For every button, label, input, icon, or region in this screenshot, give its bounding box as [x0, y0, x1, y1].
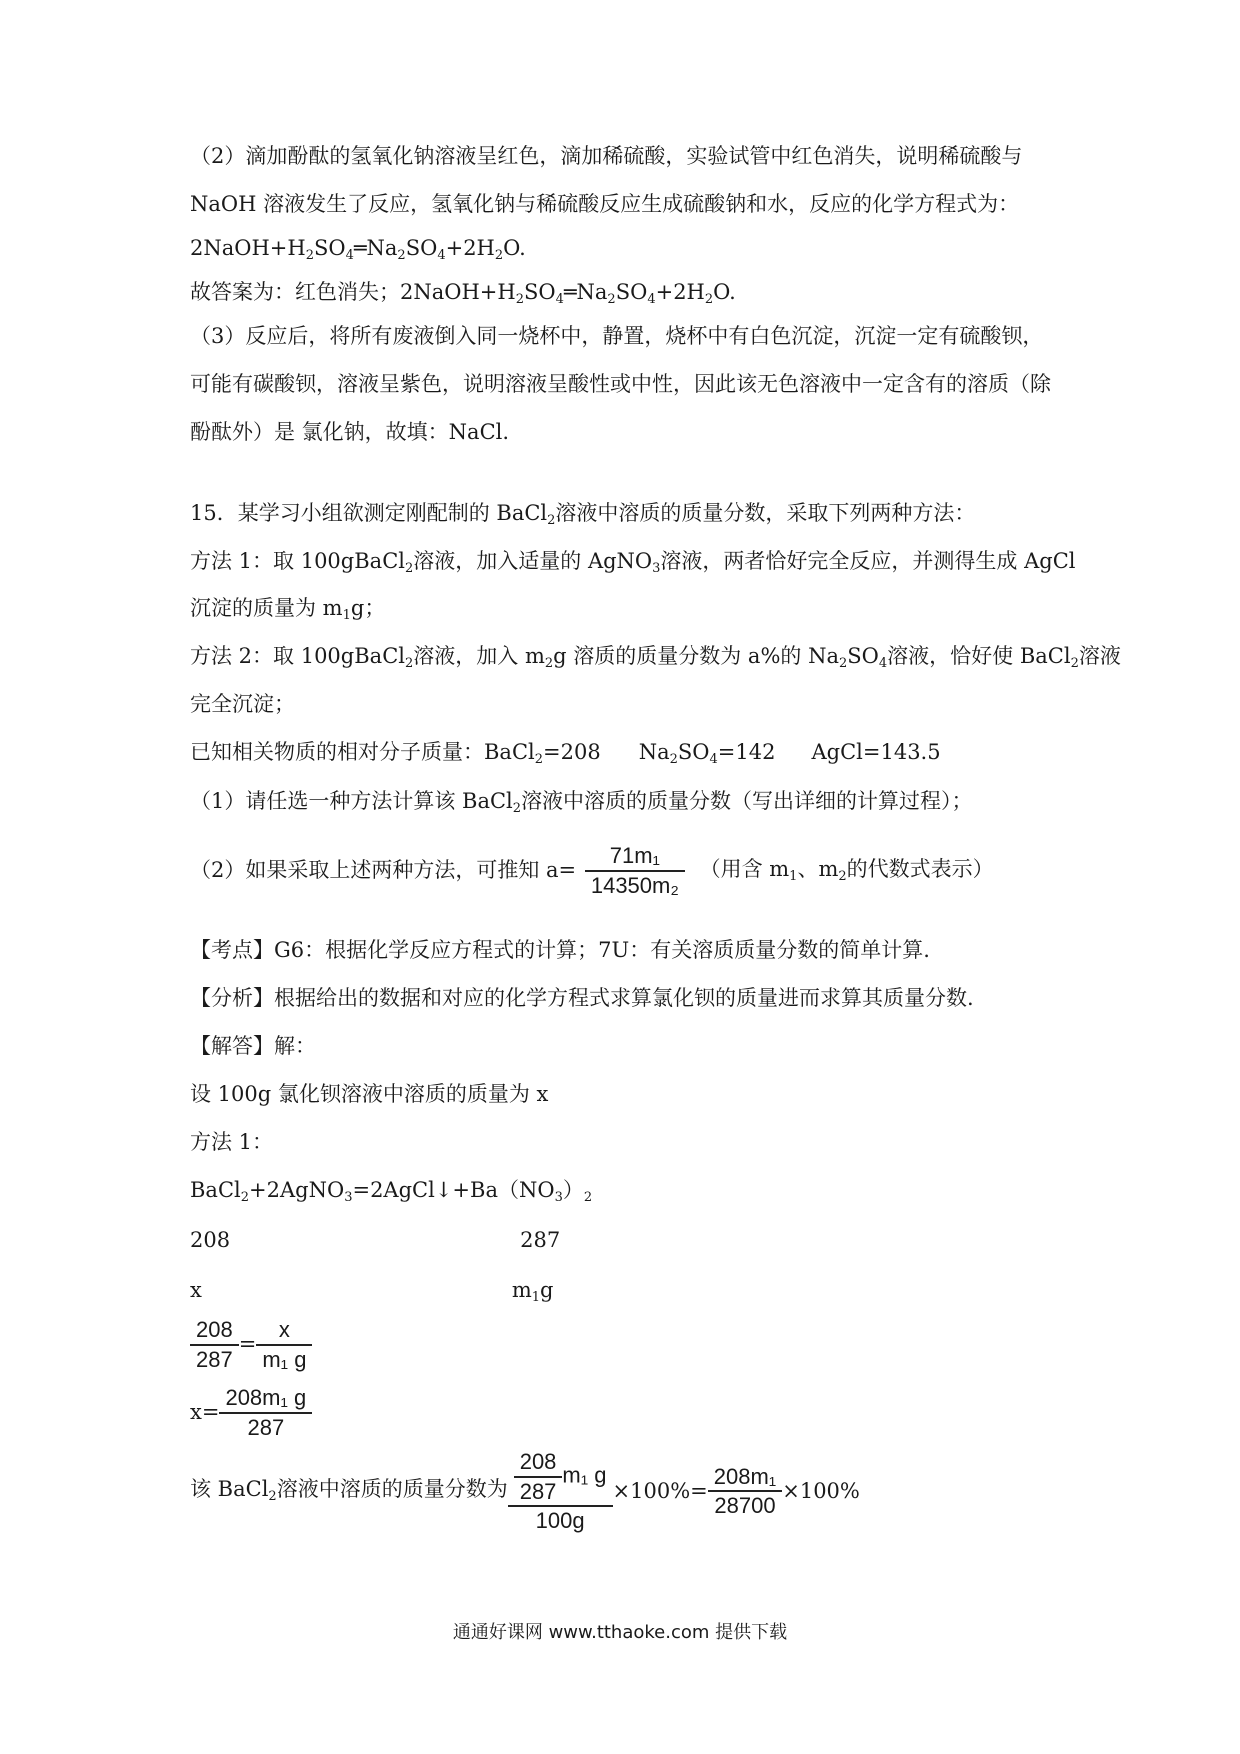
answer-2-equation: $2NaOH+H_2SO_4═Na_2SO_4+2H_2O$. — [190, 236, 526, 263]
molar-mass-row: 208 287 — [190, 1228, 561, 1252]
reaction-equation: $BaCl_2+2AgNO_3=2AgCl↓+Ba(NO_3)_2$ — [190, 1178, 593, 1205]
answer-3-line-1: （3）反应后，将所有废液倒入同一烧杯中，静置，烧杯中有白色沉淀，沉淀一定有硫酸钡， — [190, 324, 1044, 348]
answer-3-line-3: 酚酞外）是 氯化钠，故填：NaCl. — [190, 420, 510, 444]
kaodian-line: 【考点】G6：根据化学反应方程式的计算；7U：有关溶质质量分数的简单计算. — [190, 938, 930, 962]
method-1-line-2: 沉淀的质量为 $m_1g$； — [190, 596, 386, 623]
page-footer: 通通好课网 www.tthaoke.com 提供下载 — [452, 1622, 788, 1643]
method-2-line-1: 方法 2：取 100gBaCl$_2$溶液，加入 $m_2g$ 溶质的质量分数为 a%的 $Na_2SO_4$溶液，恰好使 BaCl$_2$溶液 — [190, 644, 1121, 671]
x-solution: x= $\frac{\text{208m₁ g}}{287}$ — [190, 1384, 312, 1441]
answer-3-line-2: 可能有碳酸钡，溶液呈紫色，说明溶液呈酸性或中性，因此该无色溶液中一定含有的溶质（除 — [190, 372, 1051, 396]
known-molar-masses: 已知相关物质的相对分子质量：BaCl$_2$=208 $Na_2SO_4=142$ AgCl=143.5 — [190, 740, 941, 767]
set-variable-line: 设 100g 氯化钡溶液中溶质的质量为 x — [190, 1082, 549, 1106]
fenxi-line: 【分析】根据给出的数据和对应的化学方程式求算氯化钡的质量进而求算其质量分数. — [190, 986, 974, 1010]
question-15-stem: 15．某学习小组欲测定刚配制的 BaCl$_2$溶液中溶质的质量分数，采取下列两种方法： — [190, 501, 976, 528]
mass-fraction-result: 该 BaCl$_2$溶液中溶质的质量分数为 $\frac{208}{287}$ m₁ g 100g ×100%= $\frac{\text{208m₁}}{28700}$ ×100% — [190, 1449, 860, 1533]
method-2-line-2: 完全沉淀； — [190, 692, 295, 716]
jieda-line: 【解答】解： — [190, 1034, 316, 1058]
answer-a-fraction: $\frac{\text{71m₁}}{\text{14350m₂}}$ — [585, 842, 685, 899]
answer-2-line-2: NaOH 溶液发生了反应，氢氧化钠与稀硫酸反应生成硫酸钠和水，反应的化学方程式为： — [190, 192, 1020, 216]
method-1-line-1: 方法 1：取 100gBaCl$_2$溶液，加入适量的 AgNO$_3$溶液，两者恰好完全反应，并测得生成 AgCl — [190, 549, 1076, 576]
method-1-heading: 方法 1： — [190, 1130, 274, 1154]
answer-2-conclusion: 故答案为：红色消失；$2NaOH+H_2SO_4═Na_2SO_4+2H_2O$. — [190, 280, 736, 307]
variable-row: x $m_1g$ — [190, 1278, 554, 1305]
proportion-equation: $\frac{208}{287}$ = $\frac{x}{\text{m₁ g}}$ — [190, 1316, 312, 1373]
answer-2-line-1: （2）滴加酚酞的氢氧化钠溶液呈红色，滴加稀硫酸，实验试管中红色消失，说明稀硫酸与 — [190, 144, 1023, 168]
sub-question-2: （2）如果采取上述两种方法，可推知 a= $\frac{\text{71m₁}}{\text{14350m₂}}$ （用含 $m_1$、$m_2$的代数式表示） — [190, 843, 994, 898]
sub-question-1: （1）请任选一种方法计算该 BaCl$_2$溶液中溶质的质量分数（写出详细的计算过程）； — [190, 789, 973, 816]
